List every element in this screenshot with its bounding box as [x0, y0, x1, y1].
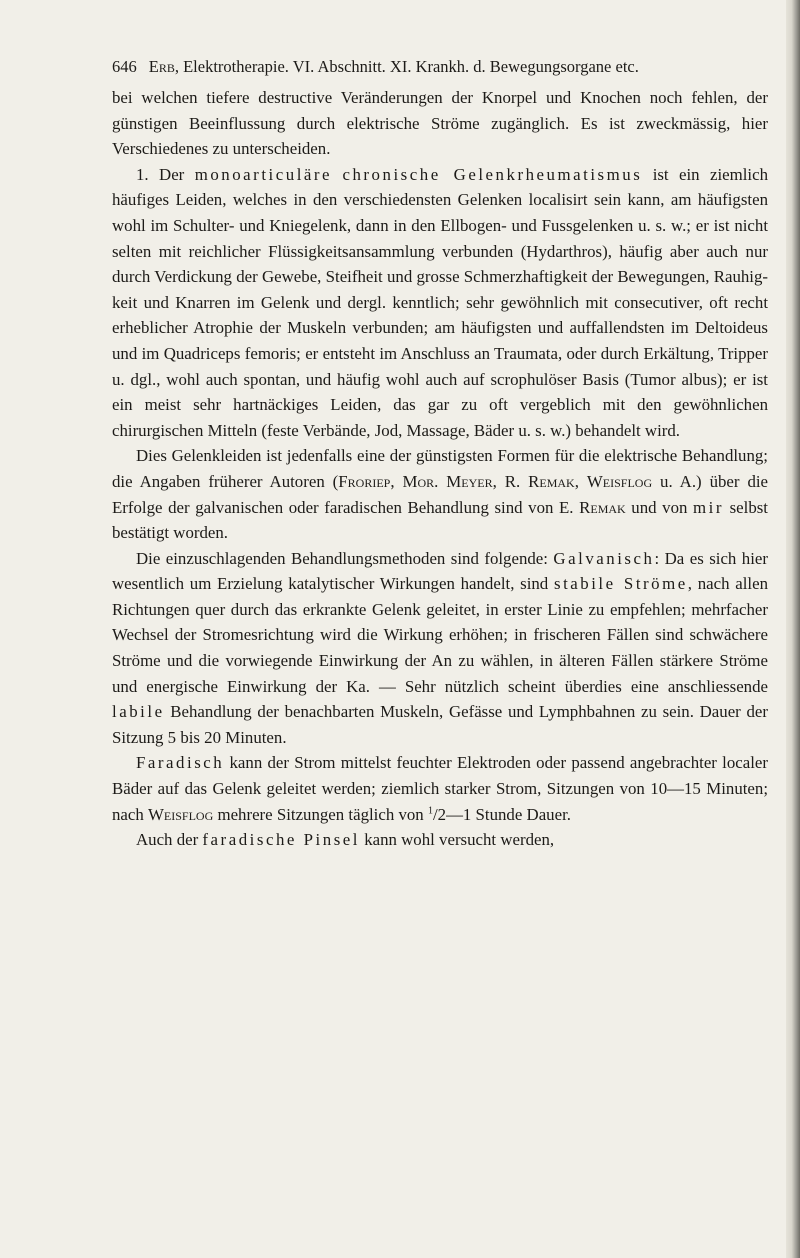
text — [332, 165, 342, 184]
spaced-term: chronische Gelenkrheumatismus — [342, 164, 643, 184]
author-name: Froriep — [338, 471, 391, 491]
page-edge-shadow — [786, 0, 800, 1258]
text: , R. — [492, 471, 529, 491]
paragraph — [112, 85, 768, 162]
paragraph — [112, 546, 768, 751]
text: kann der Strom mittelst feuchter Elektroden oder passend angebrachter localer Bäder auf das Gelenk geleitet werden; ziemlich starker Strom, Sitzungen von 10—15 Minuten; nach — [112, 753, 768, 824]
text: Dies Gelenkleiden ist jedenfalls eine der günstigsten Formen für die elektrische Behandlung; die Angaben früherer Autoren ( — [112, 446, 768, 491]
fraction-numerator: 1 — [427, 805, 433, 817]
text: ist ein ziemlich häufiges Leiden, welches in den verschiedensten Gelenken localisirt sein kann, am häufigsten wohl im Schulter- und Kniegelenk, dann in den Ellbogen- und Fussgelenken u. s. w.; er ist nicht selten mit reichlicher Flüssigkeitsansammlung verbunden (Hydarthros), häufig aber auch nur durch Verdickung der Gewebe, Steifheit und grosse Schmerzhaftigkeit der Bewegungen, Rauhigkeit und Knarren im Gelenk und dergl. kenntlich; sehr gewöhnlich mit consecutiver, oft recht erheblicher Atrophie der Muskeln verbunden; am häufigsten und auffallendsten im Deltoideus und im Quadriceps femoris; er entsteht im Anschluss an Traumata, oder durch Erkältung, Tripper u. dgl., wohl auch spontan, und häufig wohl auch auf scrophulöser Basis (Tumor albus); er ist ein meist sehr hartnäckiges Leiden, das gar zu oft vergeblich mit den gewöhnlichen chirurgischen Mitteln (feste Verbände, Jod, Massage, Bäder u. s. w.) behandelt wird. — [112, 164, 768, 440]
paragraph — [112, 162, 768, 444]
text: Behandlung der benachbarten Muskeln, Gefässe und Lymphbahnen zu sein. Dauer der Sitzung 5 bis 20 Minuten. — [112, 702, 768, 747]
author-name: Mor. Meyer — [402, 471, 493, 491]
spaced-term: labile — [112, 702, 165, 722]
text: kann wohl versucht werden, — [359, 830, 555, 850]
text: und von — [625, 497, 694, 517]
paragraph — [112, 827, 768, 853]
text: , nach allen Richtungen quer durch das erkrankte Gelenk geleitet, in erster Linie zu empfehlen; mehrfacher Wechsel der Stromesrichtung wird die Wirkung erhöhen; in frischeren Fällen sind schwächere Ströme und die vorwiegende Einwirkung der An zu wählen, in älteren Fällen stärkere Ströme und energische Einwirkung der Ka. — Sehr nützlich scheint überdies eine anschliessende — [112, 574, 768, 696]
text: Auch der — [136, 830, 203, 850]
text: —1 Stunde Dauer. — [446, 804, 571, 824]
spaced-term: Galvanisch — [553, 548, 655, 568]
fraction-denominator: /2 — [432, 804, 447, 824]
author-name: Weisflog — [148, 804, 214, 824]
paragraph — [112, 443, 768, 545]
running-header — [112, 57, 772, 77]
text: , — [574, 471, 587, 491]
author-name: Weisflog — [586, 471, 653, 491]
page-body — [112, 85, 768, 853]
text: selbst bestätigt worden. — [112, 497, 768, 543]
text: mehrere Sitzungen täglich von — [213, 804, 428, 824]
spaced-term: monoarticuläre — [194, 164, 333, 184]
text: Die einzuschlagenden Behandlungsmethoden sind folgende: — [136, 548, 554, 568]
text: u. A.) über die Erfolge der galvanischen oder faradischen Behandlung sind von E. — [112, 471, 769, 517]
spaced-term: faradische Pinsel — [202, 830, 360, 850]
page-number: 646 — [112, 57, 137, 76]
author-name: Remak — [528, 471, 575, 491]
spaced-term: mir — [693, 497, 725, 517]
author-name: Remak — [579, 497, 626, 517]
paragraph — [112, 750, 768, 827]
text: : Da es sich hier wesentlich um Erzielung katalytischer Wirkungen handelt, sind — [112, 548, 768, 594]
header-author: Erb — [148, 57, 175, 76]
text: 1. Der — [136, 164, 195, 184]
text: bei welchen tiefere destructive Veränderungen der Knorpel und Knochen noch fehlen, der günstigen Beeinflussung durch elektrische Ströme zugänglich. Es ist zweckmässig, hier Verschiedenes zu unterscheiden. — [112, 88, 768, 159]
header-title: , Elektrotherapie. VI. Abschnitt. XI. Krankh. d. Bewegungsorgane etc. — [174, 57, 639, 76]
text: , — [390, 471, 403, 491]
spaced-term: Faradisch — [136, 753, 225, 773]
spaced-term: stabile Ströme — [553, 574, 688, 594]
